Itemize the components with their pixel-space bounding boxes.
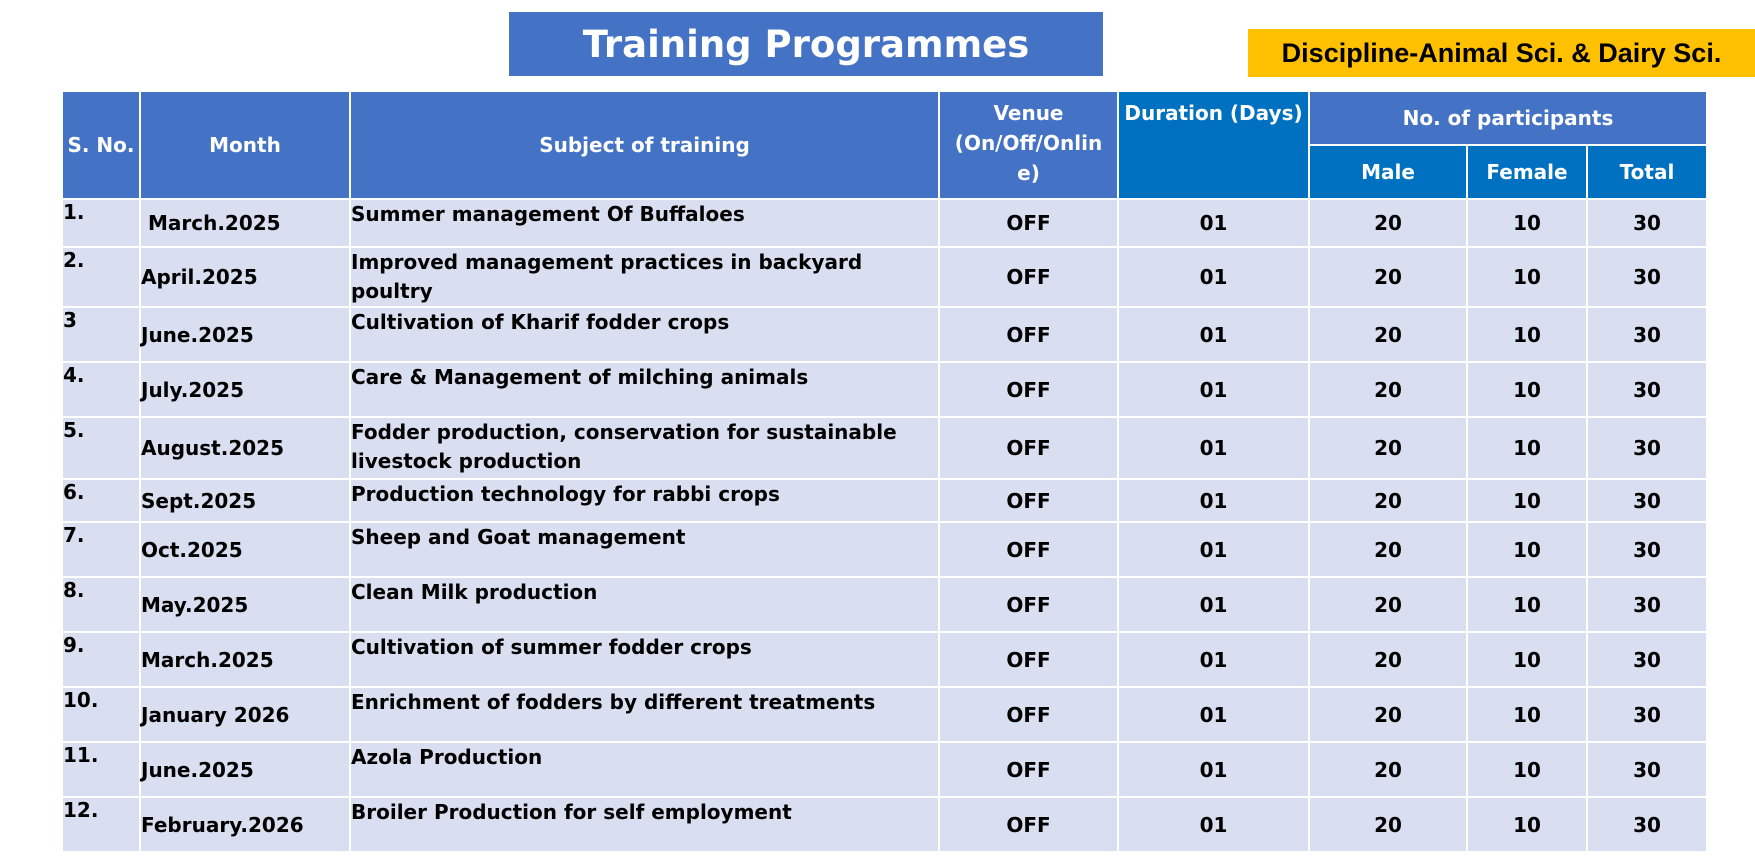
cell-month: March.2025 [140,199,350,247]
cell-duration: 01 [1118,362,1309,417]
cell-female: 10 [1467,247,1587,307]
page-title: Training Programmes [509,12,1103,76]
cell-subject: Sheep and Goat management [350,522,939,577]
cell-total: 30 [1587,417,1707,479]
cell-duration: 01 [1118,199,1309,247]
cell-total: 30 [1587,307,1707,362]
table-row [62,687,1707,742]
cell-female: 10 [1467,417,1587,479]
cell-subject: Enrichment of fodders by different treatments [350,687,939,742]
cell-subject: Clean Milk production [350,577,939,632]
cell-sno: 1. [62,199,140,247]
cell-sno: 11. [62,742,140,797]
table-row [62,797,1707,852]
header-female: Female [1467,145,1587,199]
cell-month: June.2025 [140,742,350,797]
table-row [62,417,1707,479]
cell-total: 30 [1587,577,1707,632]
cell-month: March.2025 [140,632,350,687]
cell-subject: Broiler Production for self employment [350,797,939,852]
cell-male: 20 [1309,362,1467,417]
header-male: Male [1309,145,1467,199]
cell-duration: 01 [1118,742,1309,797]
cell-month: May.2025 [140,577,350,632]
training-table [61,90,1708,853]
header-duration: Duration (Days) [1118,91,1309,199]
table-row [62,522,1707,577]
cell-male: 20 [1309,522,1467,577]
cell-female: 10 [1467,522,1587,577]
cell-total: 30 [1587,479,1707,522]
cell-month: February.2026 [140,797,350,852]
cell-venue: OFF [939,307,1118,362]
cell-venue: OFF [939,417,1118,479]
cell-duration: 01 [1118,632,1309,687]
cell-total: 30 [1587,247,1707,307]
cell-male: 20 [1309,797,1467,852]
cell-subject: Cultivation of Kharif fodder crops [350,307,939,362]
cell-sno: 10. [62,687,140,742]
cell-venue: OFF [939,687,1118,742]
header-subject: Subject of training [350,91,939,199]
header-sno: S. No. [62,91,140,199]
cell-venue: OFF [939,522,1118,577]
cell-venue: OFF [939,479,1118,522]
cell-month: June.2025 [140,307,350,362]
cell-duration: 01 [1118,687,1309,742]
cell-total: 30 [1587,362,1707,417]
cell-duration: 01 [1118,797,1309,852]
cell-female: 10 [1467,742,1587,797]
cell-venue: OFF [939,577,1118,632]
cell-sno: 6. [62,479,140,522]
table-row [62,479,1707,522]
cell-sno: 2. [62,247,140,307]
cell-female: 10 [1467,797,1587,852]
cell-duration: 01 [1118,479,1309,522]
cell-female: 10 [1467,632,1587,687]
table-body [62,199,1707,852]
table-row [62,307,1707,362]
cell-duration: 01 [1118,307,1309,362]
cell-subject: Summer management Of Buffaloes [350,199,939,247]
cell-male: 20 [1309,199,1467,247]
cell-venue: OFF [939,797,1118,852]
cell-female: 10 [1467,199,1587,247]
table-row [62,577,1707,632]
header-venue: Venue (On/Off/Onlin e) [939,91,1118,199]
cell-sno: 3 [62,307,140,362]
cell-male: 20 [1309,632,1467,687]
table-row [62,742,1707,797]
header-participants: No. of participants [1309,91,1707,145]
cell-venue: OFF [939,247,1118,307]
cell-male: 20 [1309,247,1467,307]
table-row [62,362,1707,417]
cell-subject: Improved management practices in backyard poultry [350,247,939,307]
cell-female: 10 [1467,577,1587,632]
cell-female: 10 [1467,479,1587,522]
cell-month: Oct.2025 [140,522,350,577]
cell-male: 20 [1309,577,1467,632]
cell-duration: 01 [1118,247,1309,307]
header-total: Total [1587,145,1707,199]
discipline-label: Discipline-Animal Sci. & Dairy Sci. [1248,29,1755,77]
table-row [62,247,1707,307]
cell-female: 10 [1467,307,1587,362]
cell-male: 20 [1309,417,1467,479]
cell-duration: 01 [1118,522,1309,577]
cell-venue: OFF [939,199,1118,247]
cell-month: January 2026 [140,687,350,742]
cell-sno: 7. [62,522,140,577]
cell-male: 20 [1309,687,1467,742]
cell-sno: 12. [62,797,140,852]
cell-male: 20 [1309,742,1467,797]
header-month: Month [140,91,350,199]
cell-total: 30 [1587,199,1707,247]
cell-month: April.2025 [140,247,350,307]
cell-sno: 8. [62,577,140,632]
cell-sno: 9. [62,632,140,687]
cell-total: 30 [1587,687,1707,742]
cell-month: Sept.2025 [140,479,350,522]
cell-subject: Azola Production [350,742,939,797]
cell-venue: OFF [939,632,1118,687]
cell-month: August.2025 [140,417,350,479]
cell-female: 10 [1467,687,1587,742]
cell-male: 20 [1309,307,1467,362]
table-row [62,632,1707,687]
cell-total: 30 [1587,742,1707,797]
table-row [62,199,1707,247]
cell-total: 30 [1587,632,1707,687]
cell-male: 20 [1309,479,1467,522]
cell-female: 10 [1467,362,1587,417]
cell-subject: Production technology for rabbi crops [350,479,939,522]
cell-sno: 4. [62,362,140,417]
cell-subject: Cultivation of summer fodder crops [350,632,939,687]
cell-venue: OFF [939,362,1118,417]
cell-total: 30 [1587,797,1707,852]
cell-subject: Care & Management of milching animals [350,362,939,417]
cell-duration: 01 [1118,417,1309,479]
cell-duration: 01 [1118,577,1309,632]
cell-subject: Fodder production, conservation for sustainable livestock production [350,417,939,479]
cell-sno: 5. [62,417,140,479]
cell-total: 30 [1587,522,1707,577]
cell-month: July.2025 [140,362,350,417]
cell-venue: OFF [939,742,1118,797]
